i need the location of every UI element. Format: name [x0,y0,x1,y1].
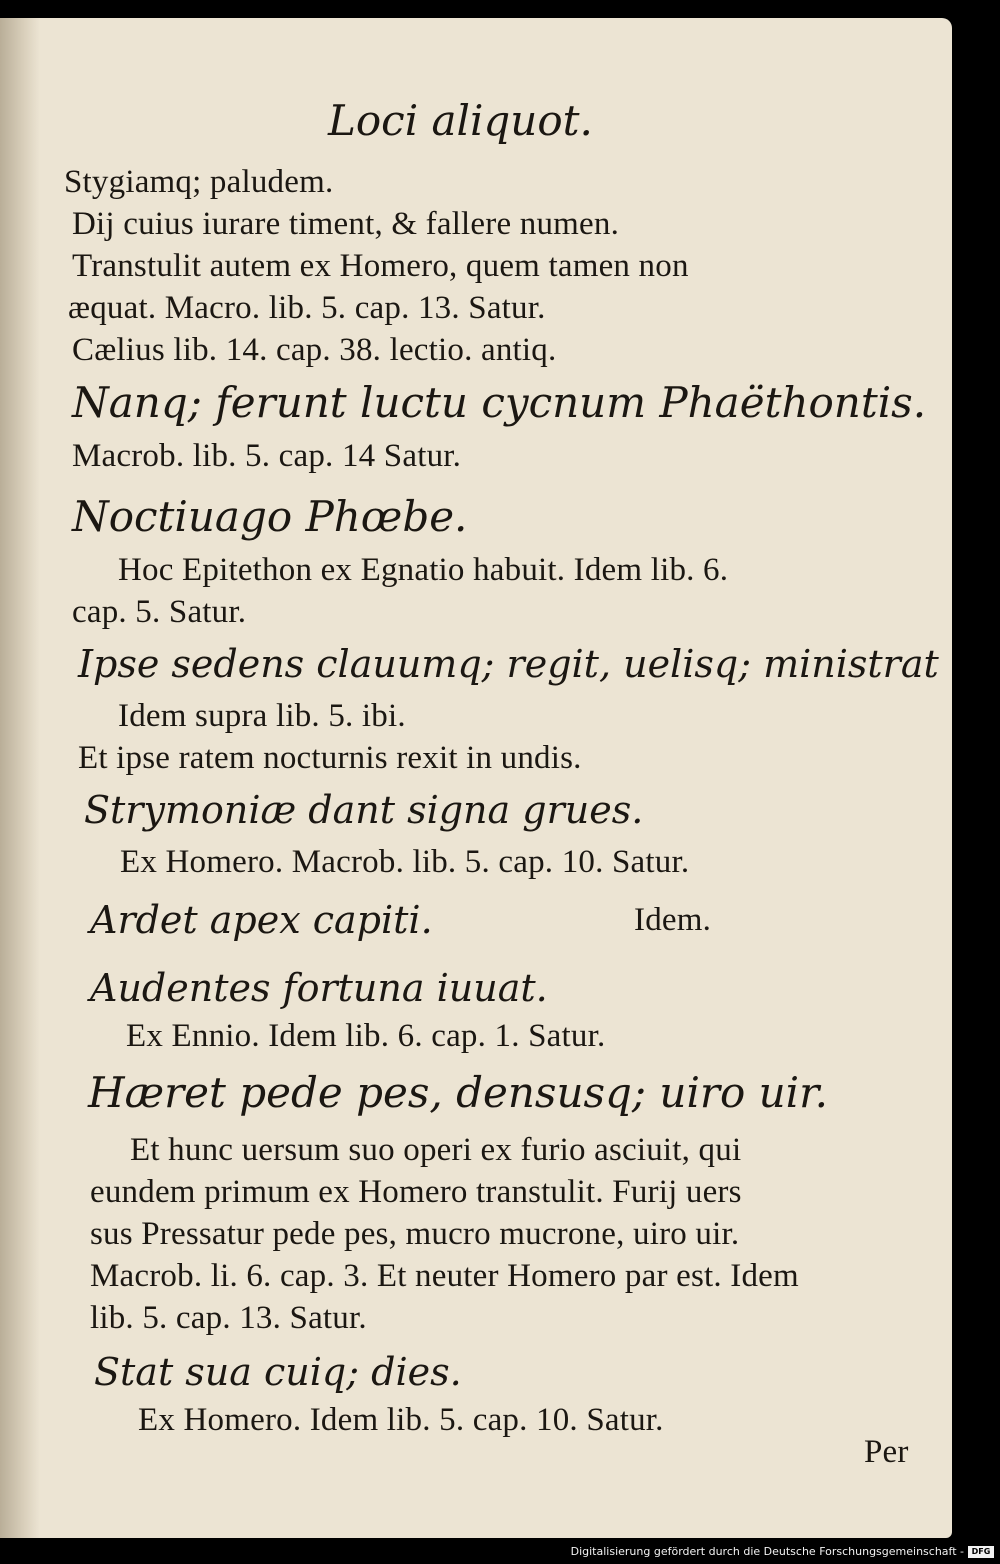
text-line: Macrob. lib. 5. cap. 14 Satur. [72,438,462,474]
text-line: Idem supra lib. 5. ibi. [118,698,406,734]
idem-note: Idem. [634,902,712,938]
book-page [0,18,952,1538]
text-line: æquat. Macro. lib. 5. cap. 13. Satur. [68,290,546,326]
dfg-logo: DFG [968,1546,994,1558]
text-line: Ex Ennio. Idem lib. 6. cap. 1. Satur. [126,1018,606,1054]
text-line: eundem primum ex Homero transtulit. Furij uers [90,1174,742,1210]
verse-line: Nanq; ferunt luctu cycnum Phaëthontis. [72,378,927,427]
text-line: Dij cuius iurare timent, & fallere numen. [72,206,620,242]
verse-line: Audentes fortuna iuuat. [90,966,548,1010]
text-line: Et ipse ratem nocturnis rexit in undis. [78,740,582,776]
verse-line: Ipse sedens clauumq; regit, uelisq; ministrat [78,642,939,686]
page-text [0,18,952,1538]
text-line: sus Pressatur pede pes, mucro mucrone, uiro uir. [90,1216,740,1252]
text-line: Hoc Epitethon ex Egnatio habuit. Idem lib. 6. [118,552,729,588]
text-line: cap. 5. Satur. [72,594,247,630]
verse-line: Ardet apex capiti. [90,898,433,942]
funding-credit: Digitalisierung gefördert durch die Deutsche Forschungsgemeinschaft - [570,1545,964,1558]
verse-line: Strymoniæ dant signa grues. [84,788,644,832]
text-line: Ex Homero. Idem lib. 5. cap. 10. Satur. [138,1402,664,1438]
catchword: Per [864,1434,909,1470]
running-head: Loci aliquot. [328,96,593,145]
text-line: Et hunc uersum suo operi ex furio asciuit, qui [130,1132,742,1168]
text-line: Stygiamq; paludem. [64,164,334,200]
text-line: Ex Homero. Macrob. lib. 5. cap. 10. Satur. [120,844,690,880]
verse-line: Hæret pede pes, densusq; uiro uir. [88,1068,828,1117]
text-line: Transtulit autem ex Homero, quem tamen non [72,248,689,284]
verse-line: Stat sua cuiq; dies. [94,1350,462,1394]
text-line: lib. 5. cap. 13. Satur. [90,1300,367,1336]
text-line: Cælius lib. 14. cap. 38. lectio. antiq. [72,332,557,368]
verse-line: Noctiuago Phœbe. [72,492,468,541]
text-line: Macrob. li. 6. cap. 3. Et neuter Homero par est. Idem [90,1258,799,1294]
